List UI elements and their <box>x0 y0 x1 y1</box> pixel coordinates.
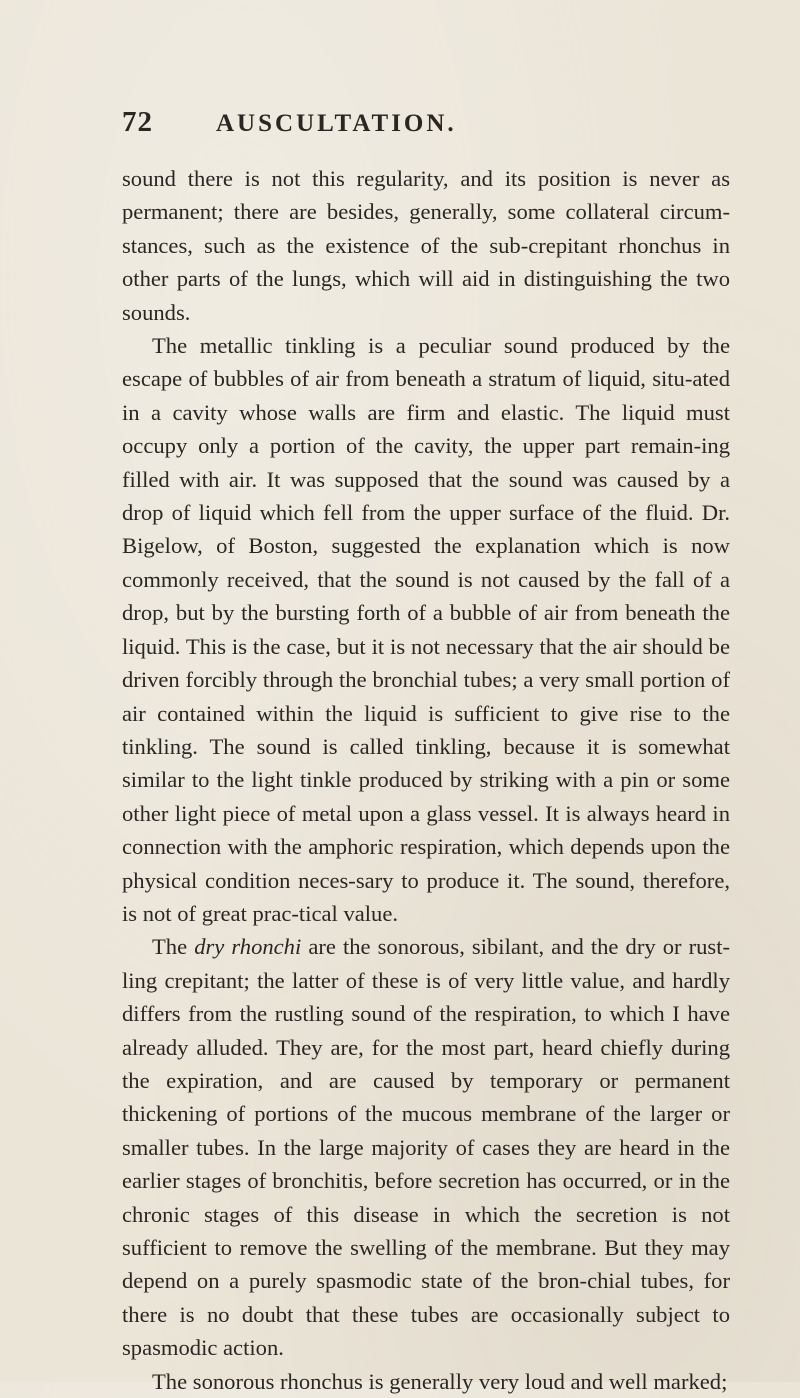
text-segment: The metallic tinkling is a peculiar sound produced by the escape of bubbles of air from beneath a stratum of liquid, situ-ated in a cavity whose walls are firm and elastic. The liquid must occupy only a portion of the cavity, the upper part remain-ing filled with air. It was supposed that the sound was caused by a drop of liquid which fell from the upper surface of the fluid. Dr. Bigelow, of Boston, suggested the explanation which is now commonly received, that the sound is not caused by the fall of a drop, but by the bursting forth of a bubble of air from beneath the liquid. This is the case, but it is not necessary that the air should be driven forcibly through the bronchial tubes; a very small portion of air contained within the liquid is sufficient to give rise to the tinkling. The sound is called tinkling, because it is somewhat similar to the light tinkle produced by striking with a pin or some other light piece of metal upon a glass vessel. It is always heard in connection with the amphoric respiration, which depends upon the physical condition neces-sary to produce it. The sound, therefore, is not of great prac-tical value. <box>122 333 730 926</box>
italic-term: dry rhonchi <box>194 934 302 960</box>
paragraph <box>122 162 730 329</box>
text-segment: sound there is not this regularity, and its position is never as permanent; there are besides, generally, some collateral circum-stances, such as the existence of the sub-crepitant rhonchus in other parts of the lungs, which will aid in distinguishing the two sounds. <box>122 166 730 325</box>
text-segment: are the sonorous, sibilant, and the dry or rust-ling crepitant; the latter of these is of very little value, and hardly differs from the rustling sound of the respiration, to which I have already alluded. They are, for the most part, heard chiefly during the expiration, and are caused by temporary or permanent thickening of portions of the mucous membrane of the larger or smaller tubes. In the large majority of cases they are heard in the earlier stages of bronchitis, before secretion has occurred, or in the chronic stages of this disease in which the secretion is not sufficient to remove the swelling of the membrane. But they may depend on a purely spasmodic state of the bron-chial tubes, for there is no doubt that these tubes are occasionally subject to spasmodic action. <box>122 934 730 1361</box>
paragraph <box>122 930 730 1364</box>
text-segment: The sonorous rhonchus is generally very loud and well marked; <box>152 1368 728 1394</box>
body-text <box>122 162 730 1398</box>
paragraph <box>122 1365 730 1398</box>
text-segment: The <box>152 934 195 960</box>
running-title: AUSCULTATION. <box>216 110 457 137</box>
paragraph <box>122 329 730 930</box>
page-number: 72 <box>122 106 153 138</box>
page-header <box>122 106 742 146</box>
